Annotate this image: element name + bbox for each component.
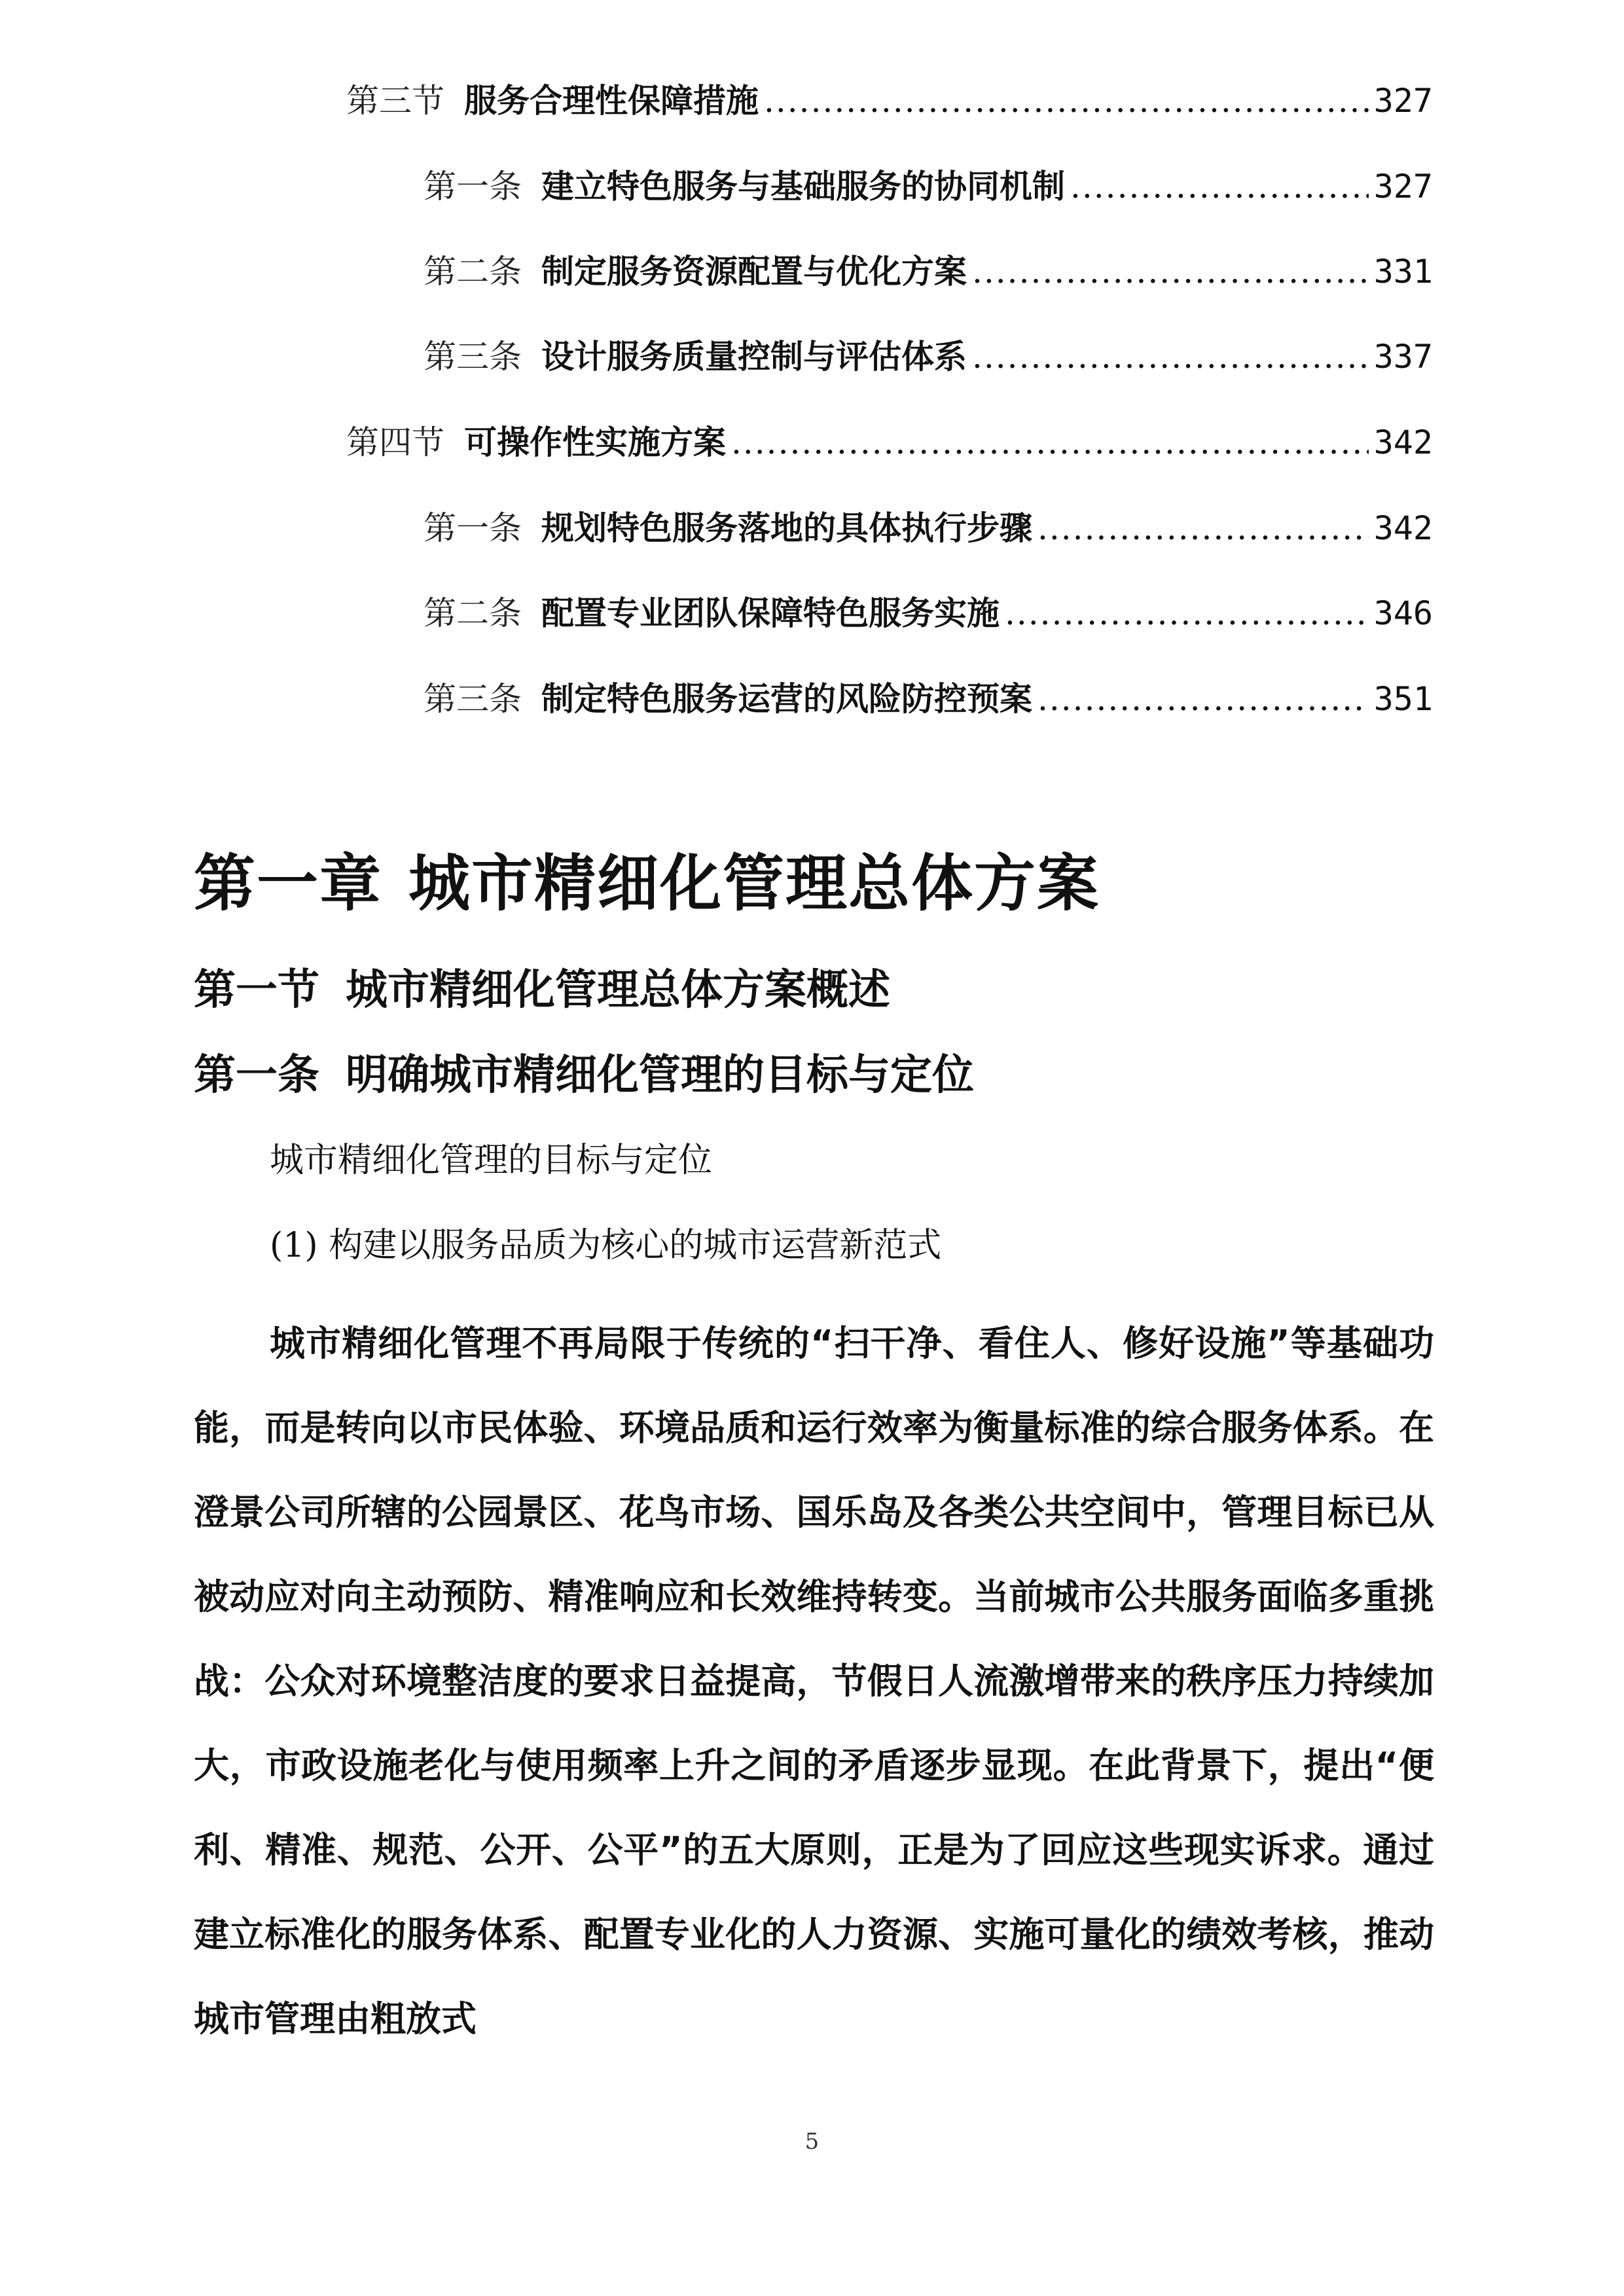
- body-paragraph: 城市精细化管理不再局限于传统的“扫干净、看住人、修好设施”等基础功能，而是转向以市民体验、环境品质和运行效率为衡量标准的综合服务体系。在澄景公司所辖的公园景区、花鸟市场、国乐岛及各类公共空间中，管理目标已从被动应对向主动预防、精准响应和长效维持转变。当前城市公共服务面临多重挑战：公众对环境整洁度的要求日益提高，节假日人流激增带来的秩序压力持续加大，市政设施老化与使用频率上升之间的矛盾逐步显现。在此背景下，提出“便利、精准、规范、公开、公平”的五大原则，正是为了回应这些现实诉求。通过建立标准化的服务体系、配置专业化的人力资源、实施可量化的绩效考核，推动城市管理由粗放式: [194, 1323, 1434, 2039]
- toc-entry[interactable]: [346, 80, 1433, 122]
- toc-page-number: 331: [1373, 253, 1433, 291]
- article-title: [194, 1049, 974, 1102]
- toc-entry[interactable]: [424, 166, 1433, 207]
- toc-page-number: 342: [1373, 509, 1433, 547]
- toc-title: 制定服务资源配置与优化方案: [541, 253, 967, 291]
- article-name: 明确城市精细化管理的目标与定位: [346, 1051, 974, 1100]
- toc-title: 建立特色服务与基础服务的协同机制: [541, 168, 1065, 206]
- toc-prefix: 第三条: [424, 680, 522, 718]
- toc-page-number: 346: [1373, 594, 1433, 632]
- chapter-prefix: 第一章: [194, 848, 383, 920]
- toc-prefix: 第二条: [424, 594, 522, 632]
- toc-entry[interactable]: [424, 507, 1433, 549]
- toc-prefix: 第一条: [424, 168, 522, 206]
- toc-page-number: 342: [1373, 423, 1433, 461]
- toc-title: 服务合理性保障措施: [464, 82, 759, 120]
- page-number: 5: [804, 2128, 820, 2155]
- toc-prefix: 第一条: [424, 509, 522, 547]
- toc-leader-dots: [972, 251, 1369, 293]
- toc-entry[interactable]: [424, 336, 1433, 378]
- toc-page-number: 327: [1373, 168, 1433, 206]
- toc-entry[interactable]: [424, 251, 1433, 293]
- toc-title: 制定特色服务运营的风险防控预案: [541, 680, 1032, 718]
- article-prefix: 第一条: [194, 1051, 319, 1100]
- toc-prefix: 第三条: [424, 338, 522, 376]
- toc-leader-dots: [972, 336, 1369, 378]
- item-heading: (1) 构建以服务品质为核心的城市运营新范式: [270, 1226, 942, 1265]
- toc-leader-dots: [764, 80, 1369, 122]
- toc-title: 设计服务质量控制与评估体系: [541, 338, 967, 376]
- toc-title: 配置专业团队保障特色服务实施: [541, 594, 1000, 632]
- section-title: [194, 964, 890, 1016]
- toc-leader-dots: [1038, 678, 1369, 720]
- toc-prefix: 第三节: [346, 82, 444, 120]
- toc-page-number: 337: [1373, 338, 1433, 376]
- section-prefix: 第一节: [194, 966, 319, 1014]
- toc-entry[interactable]: [424, 592, 1433, 634]
- section-name: 城市精细化管理总体方案概述: [346, 966, 890, 1014]
- toc-title: 规划特色服务落地的具体执行步骤: [541, 509, 1032, 547]
- toc-leader-dots: [1070, 166, 1369, 207]
- toc-prefix: 第二条: [424, 253, 522, 291]
- chapter-title: [194, 848, 1100, 920]
- toc-page-number: 327: [1373, 82, 1433, 120]
- toc-leader-dots: [1038, 507, 1369, 549]
- chapter-name: 城市精细化管理总体方案: [408, 848, 1100, 920]
- toc-leader-dots: [731, 422, 1369, 463]
- toc-page-number: 351: [1373, 680, 1433, 718]
- toc-entry[interactable]: [424, 678, 1433, 720]
- toc-prefix: 第四节: [346, 423, 444, 461]
- subheading: 城市精细化管理的目标与定位: [270, 1141, 713, 1180]
- toc-title: 可操作性实施方案: [464, 423, 726, 461]
- toc-entry[interactable]: [346, 422, 1433, 463]
- toc-leader-dots: [1005, 592, 1369, 634]
